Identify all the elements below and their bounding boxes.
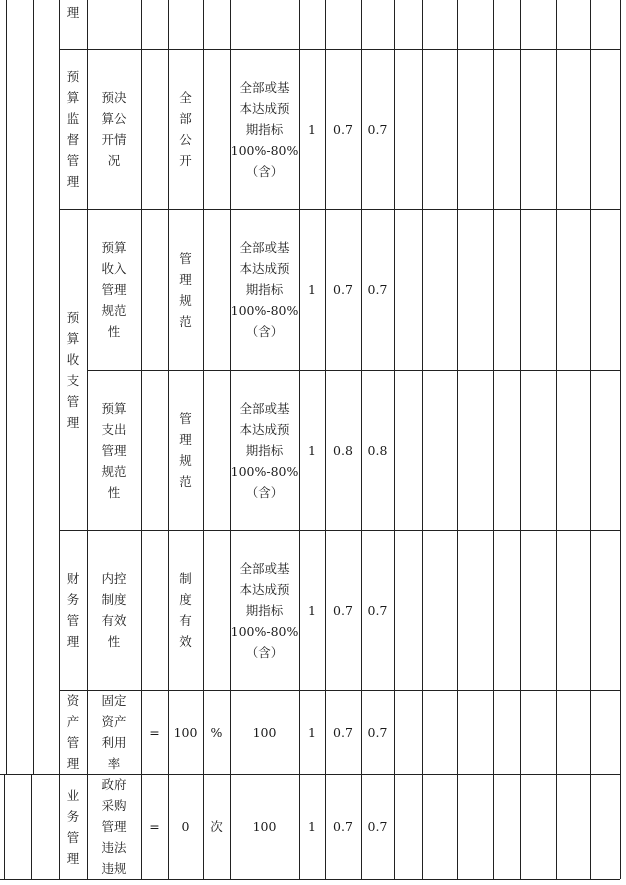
weight-cell: 1 bbox=[308, 121, 316, 137]
score-cell: 0.7 bbox=[333, 282, 353, 297]
grid-vline bbox=[33, 0, 34, 774]
weight-cell: 1 bbox=[308, 819, 316, 834]
unit-cell: 次 bbox=[210, 819, 223, 834]
category-cell: 资 产 管 理 bbox=[66, 693, 80, 771]
grid-vline bbox=[590, 0, 591, 879]
score-cell: 0.7 bbox=[333, 602, 353, 618]
indicator-cell: 预决 算公 开情 况 bbox=[101, 90, 127, 168]
operator-cell: = bbox=[149, 819, 160, 834]
score-cell: 0.7 bbox=[367, 602, 388, 618]
standard-cell: 管 理 规 范 bbox=[179, 411, 192, 489]
grid-vline bbox=[493, 0, 494, 879]
indicator-cell: 预算 支出 管理 规范 性 bbox=[101, 400, 127, 500]
grid-vline bbox=[620, 0, 621, 879]
weight-cell: 1 bbox=[308, 282, 316, 297]
weight-cell: 1 bbox=[308, 442, 316, 458]
grid-vline bbox=[31, 774, 32, 879]
grid-vline bbox=[520, 0, 521, 879]
category-cell: 理 bbox=[66, 4, 80, 20]
score-cell: 0.7 bbox=[367, 282, 388, 297]
grid-vline bbox=[556, 0, 557, 879]
operator-cell: = bbox=[149, 724, 160, 740]
standard-cell: 全 部 公 开 bbox=[179, 90, 192, 168]
unit-cell: % bbox=[210, 724, 223, 740]
indicator-cell: 政府 采购 管理 违法 违规 bbox=[101, 777, 127, 876]
score-cell: 0.7 bbox=[333, 724, 353, 740]
standard-cell: 制 度 有 效 bbox=[179, 571, 192, 649]
grid-vline bbox=[4, 774, 5, 879]
indicator-cell: 固定 资产 利用 率 bbox=[101, 693, 127, 771]
weight-cell: 1 bbox=[308, 602, 316, 618]
category-cell: 业 务 管 理 bbox=[66, 787, 80, 866]
standard-cell: 管 理 规 范 bbox=[179, 250, 192, 329]
weight-cell: 1 bbox=[308, 724, 316, 740]
score-cell: 0.7 bbox=[367, 724, 388, 740]
grid-hline bbox=[0, 879, 620, 880]
actual-value-cell: 全部或基 本达成预 期指标 100%-80% （含） bbox=[230, 240, 299, 339]
score-cell: 0.7 bbox=[333, 819, 353, 834]
target-value-cell: 0 bbox=[181, 819, 190, 834]
target-value-cell: 100 bbox=[173, 724, 198, 740]
actual-value-cell: 全部或基 本达成预 期指标 100%-80% （含） bbox=[230, 79, 299, 179]
grid-vline bbox=[6, 0, 7, 774]
score-cell: 0.7 bbox=[367, 121, 388, 137]
category-cell: 预 算 监 督 管 理 bbox=[66, 69, 80, 189]
grid-vline bbox=[422, 0, 423, 879]
indicator-cell: 预算 收入 管理 规范 性 bbox=[101, 240, 127, 339]
score-cell: 0.8 bbox=[367, 442, 388, 458]
indicator-cell: 内控 制度 有效 性 bbox=[101, 571, 127, 649]
category-cell: 财 务 管 理 bbox=[66, 571, 80, 649]
actual-value-cell: 100 bbox=[252, 819, 277, 834]
score-cell: 0.7 bbox=[333, 121, 353, 137]
score-cell: 0.7 bbox=[367, 819, 388, 834]
actual-value-cell: 100 bbox=[252, 724, 277, 740]
actual-value-cell: 全部或基 本达成预 期指标 100%-80% （含） bbox=[230, 560, 299, 660]
grid-vline bbox=[394, 0, 395, 879]
score-cell: 0.8 bbox=[333, 442, 353, 458]
grid-vline bbox=[457, 0, 458, 879]
actual-value-cell: 全部或基 本达成预 期指标 100%-80% （含） bbox=[230, 400, 299, 500]
category-cell: 预 算 收 支 管 理 bbox=[66, 309, 80, 430]
